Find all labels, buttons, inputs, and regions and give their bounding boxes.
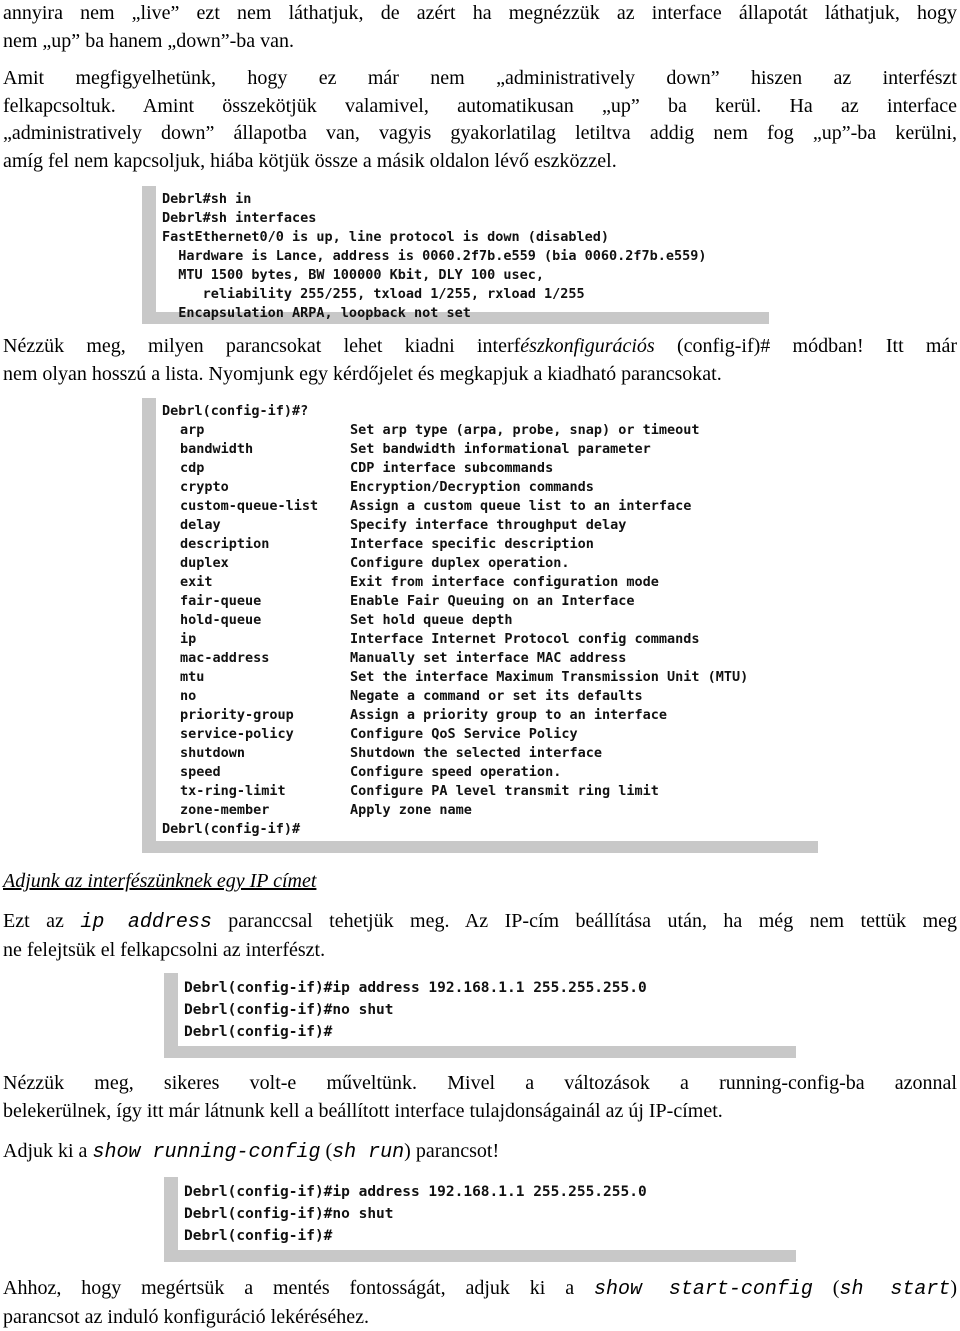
command-name: exit bbox=[162, 573, 350, 592]
command-description: Configure QoS Service Policy bbox=[350, 725, 578, 744]
command-row bbox=[162, 687, 748, 706]
terminal-line: MTU 1500 bytes, BW 100000 Kbit, DLY 100 usec, bbox=[162, 266, 707, 285]
command-name: priority-group bbox=[162, 706, 350, 725]
command-row bbox=[162, 744, 748, 763]
command-description: Assign a custom queue list to an interface bbox=[350, 497, 691, 516]
paragraph-running-config bbox=[3, 1070, 957, 1125]
command-row bbox=[162, 725, 748, 744]
command-row bbox=[162, 706, 748, 725]
command-row bbox=[162, 535, 748, 554]
paragraph-intro bbox=[3, 0, 957, 55]
text-line: annyira nem „live” ezt nem láthatjuk, de azért ha megnézzük az interface állapotát láthatjuk, hogy bbox=[3, 0, 957, 28]
text-line: „administratively down” állapotba van, vagyis gyakorlatilag letiltva addig nem fog „up”-ba kerülni, bbox=[3, 120, 957, 148]
paragraph-start-config bbox=[3, 1275, 957, 1331]
command-description: Specify interface throughput delay bbox=[350, 516, 626, 535]
command-name: tx-ring-limit bbox=[162, 782, 350, 801]
command-row bbox=[162, 801, 748, 820]
command-row bbox=[162, 497, 748, 516]
command-row bbox=[162, 649, 748, 668]
command-name: ip bbox=[162, 630, 350, 649]
command-name: service-policy bbox=[162, 725, 350, 744]
command-row bbox=[162, 630, 748, 649]
terminal-line: Encapsulation ARPA, loopback not set bbox=[162, 304, 707, 323]
terminal-screenshot-command-list bbox=[142, 398, 818, 853]
command-description: Set arp type (arpa, probe, snap) or timeout bbox=[350, 421, 700, 440]
command-row bbox=[162, 668, 748, 687]
terminal-line: Hardware is Lance, address is 0060.2f7b.e559 (bia 0060.2f7b.e559) bbox=[162, 247, 707, 266]
command-description: Set hold queue depth bbox=[350, 611, 513, 630]
command-description: Apply zone name bbox=[350, 801, 472, 820]
inline-code: show running-config bbox=[92, 1141, 320, 1164]
command-row bbox=[162, 459, 748, 478]
command-name: hold-queue bbox=[162, 611, 350, 630]
command-name: mtu bbox=[162, 668, 350, 687]
command-name: mac-address bbox=[162, 649, 350, 668]
text-line: parancsot az induló konfiguráció lekéréséhez. bbox=[3, 1304, 957, 1331]
command-description: CDP interface subcommands bbox=[350, 459, 553, 478]
command-description: Interface Internet Protocol config commands bbox=[350, 630, 700, 649]
terminal-screenshot-ip-config-repeat bbox=[164, 1177, 796, 1262]
terminal-lines bbox=[184, 1181, 647, 1247]
command-description: Enable Fair Queuing on an Interface bbox=[350, 592, 634, 611]
terminal-line: Debrl(config-if)#? bbox=[162, 402, 748, 421]
command-description: Assign a priority group to an interface bbox=[350, 706, 667, 725]
command-name: cdp bbox=[162, 459, 350, 478]
command-name: no bbox=[162, 687, 350, 706]
inline-code: sh start bbox=[839, 1278, 950, 1301]
command-description: Shutdown the selected interface bbox=[350, 744, 602, 763]
terminal-line: reliability 255/255, txload 1/255, rxload 1/255 bbox=[162, 285, 707, 304]
text-line: Ezt az ip address paranccsal tehetjük meg. Az IP-cím beállítása után, ha még nem tettük meg bbox=[3, 908, 957, 937]
text-line: ne felejtsük el felkapcsolni az interfészt. bbox=[3, 937, 957, 965]
terminal-line: Debrl(config-if)#no shut bbox=[184, 999, 647, 1021]
command-description: Exit from interface configuration mode bbox=[350, 573, 659, 592]
command-description: Manually set interface MAC address bbox=[350, 649, 626, 668]
inline-code: sh run bbox=[332, 1141, 404, 1164]
terminal-lines bbox=[162, 190, 707, 323]
terminal-screenshot-ip-config bbox=[164, 973, 796, 1058]
section-heading: Adjunk az interfészünknek egy IP címet bbox=[3, 868, 316, 895]
text-line: nem olyan hosszú a lista. Nyomjunk egy kérdőjelet és megkapjuk a kiadható parancsokat. bbox=[3, 361, 957, 389]
paragraph-admin-down bbox=[3, 65, 957, 175]
terminal-line: Debrl(config-if)# bbox=[162, 820, 748, 839]
command-row bbox=[162, 516, 748, 535]
command-row bbox=[162, 573, 748, 592]
command-row bbox=[162, 440, 748, 459]
command-name: shutdown bbox=[162, 744, 350, 763]
command-name: description bbox=[162, 535, 350, 554]
command-description: Configure PA level transmit ring limit bbox=[350, 782, 659, 801]
inline-code: show start-config bbox=[594, 1278, 813, 1301]
command-name: bandwidth bbox=[162, 440, 350, 459]
command-name: zone-member bbox=[162, 801, 350, 820]
terminal-line: Debrl(config-if)# bbox=[184, 1225, 647, 1247]
text-line: amíg fel nem kapcsoljuk, hiába kötjük össze a másik oldalon lévő eszközzel. bbox=[3, 148, 957, 176]
text-line: Nézzük meg, milyen parancsokat lehet kiadni interfészkonfigurációs (config-if)# módban! Itt már bbox=[3, 333, 957, 361]
terminal-line: Debrl(config-if)#ip address 192.168.1.1 255.255.255.0 bbox=[184, 977, 647, 999]
command-row bbox=[162, 611, 748, 630]
text-line: Nézzük meg, sikeres volt-e műveltünk. Mivel a változások a running-config-ba azonnal bbox=[3, 1070, 957, 1098]
command-description: Encryption/Decryption commands bbox=[350, 478, 594, 497]
terminal-lines bbox=[184, 977, 647, 1043]
inline-code: ip address bbox=[80, 911, 212, 934]
command-description: Interface specific description bbox=[350, 535, 594, 554]
terminal-line: Debrl#sh in bbox=[162, 190, 707, 209]
command-name: speed bbox=[162, 763, 350, 782]
terminal-line: Debrl(config-if)# bbox=[184, 1021, 647, 1043]
command-row bbox=[162, 592, 748, 611]
command-row bbox=[162, 782, 748, 801]
terminal-line: Debrl(config-if)#ip address 192.168.1.1 255.255.255.0 bbox=[184, 1181, 647, 1203]
command-description: Set bandwidth informational parameter bbox=[350, 440, 651, 459]
text-line: Adjuk ki a show running-config (sh run) parancsot! bbox=[3, 1138, 957, 1167]
command-description: Configure duplex operation. bbox=[350, 554, 569, 573]
command-name: arp bbox=[162, 421, 350, 440]
command-name: crypto bbox=[162, 478, 350, 497]
command-name: fair-queue bbox=[162, 592, 350, 611]
terminal-line: Debrl#sh interfaces bbox=[162, 209, 707, 228]
command-row bbox=[162, 478, 748, 497]
command-row bbox=[162, 763, 748, 782]
command-row bbox=[162, 421, 748, 440]
text-line: Amit megfigyelhetünk, hogy ez már nem „administratively down” hiszen az interfészt bbox=[3, 65, 957, 93]
text-line: Ahhoz, hogy megértsük a mentés fontosságát, adjuk ki a show start-config (sh start) bbox=[3, 1275, 957, 1304]
text-line: felkapcsoltuk. Amint összekötjük valamivel, automatikusan „up” ba kerül. Ha az interface bbox=[3, 93, 957, 121]
terminal-lines bbox=[162, 402, 748, 839]
command-name: delay bbox=[162, 516, 350, 535]
command-description: Configure speed operation. bbox=[350, 763, 561, 782]
command-description: Set the interface Maximum Transmission Unit (MTU) bbox=[350, 668, 748, 687]
terminal-screenshot-interfaces bbox=[142, 186, 769, 324]
command-name: duplex bbox=[162, 554, 350, 573]
text-line: nem „up” ba hanem „down”-ba van. bbox=[3, 28, 957, 56]
command-description: Negate a command or set its defaults bbox=[350, 687, 643, 706]
terminal-line: FastEthernet0/0 is up, line protocol is down (disabled) bbox=[162, 228, 707, 247]
paragraph-show-run bbox=[3, 1138, 957, 1167]
paragraph-config-if bbox=[3, 333, 957, 388]
paragraph-ip-address bbox=[3, 908, 957, 964]
terminal-line: Debrl(config-if)#no shut bbox=[184, 1203, 647, 1225]
text-line: belekerülnek, így itt már látnunk kell a beállított interface tulajdonságainál az új IP-címet. bbox=[3, 1098, 957, 1126]
command-name: custom-queue-list bbox=[162, 497, 350, 516]
command-row bbox=[162, 554, 748, 573]
